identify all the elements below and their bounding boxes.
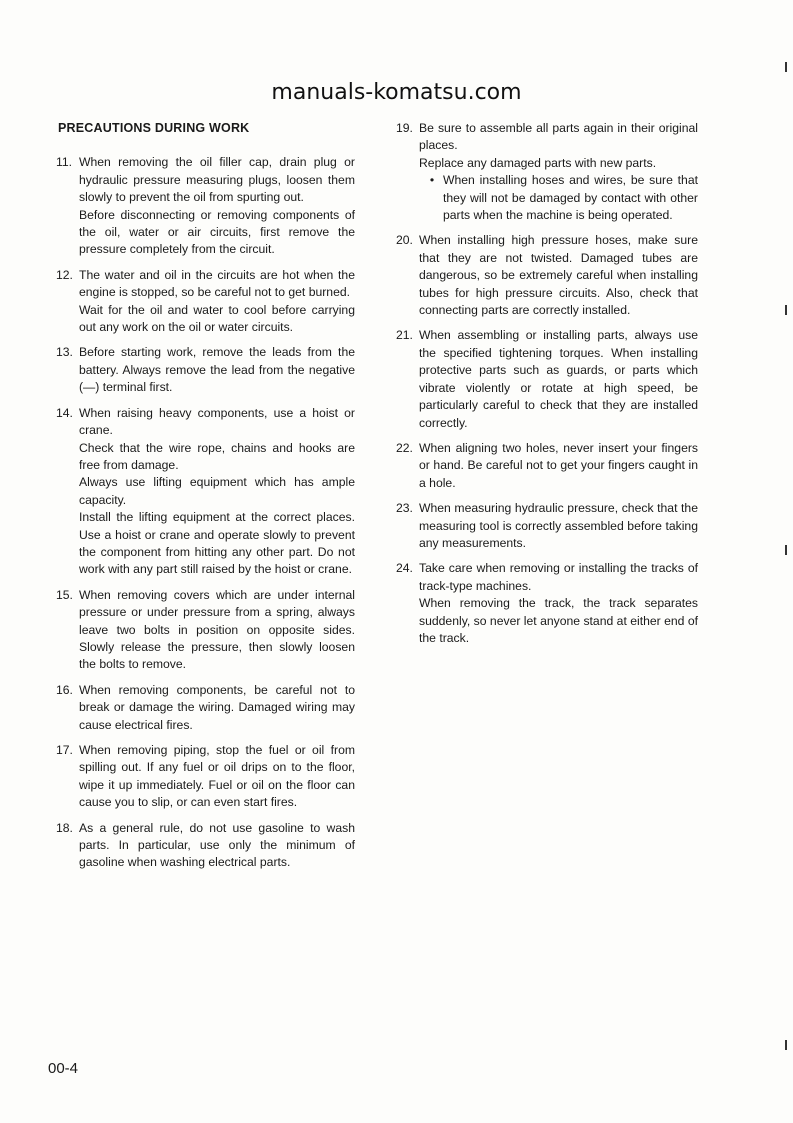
item-number: 18.	[56, 820, 73, 835]
scan-edge-mark	[785, 305, 787, 315]
item-text: When raising heavy components, use a hoist or crane.	[79, 405, 355, 438]
list-item	[56, 267, 355, 337]
item-text: Replace any damaged parts with new parts.	[419, 155, 657, 170]
page-number: 00-4	[48, 1060, 79, 1077]
section-title: PRECAUTIONS DURING WORK	[58, 121, 250, 135]
item-number: 19.	[396, 121, 413, 135]
right-column	[396, 120, 698, 655]
item-text: When assembling or installing parts, always use the specified tightening torques. When installing protective parts such as guards, or parts which vibrate violently or rotate at high speed, be particularly careful to check that they are installed correctly.	[419, 328, 698, 430]
item-text: As a general rule, do not use gasoline to wash parts. In particular, use only the minimum of gasoline when washing electrical parts.	[79, 820, 355, 870]
item-number: 12.	[56, 267, 73, 282]
bullet-text: When installing hoses and wires, be sure that they will not be damaged by contact with other parts when the machine is being operated.	[443, 173, 698, 223]
item-text: When measuring hydraulic pressure, check that the measuring tool is correctly assembled before taking any measurements.	[419, 501, 698, 550]
list-item	[56, 587, 355, 674]
list-item	[396, 120, 698, 224]
item-text: When removing components, be careful not to break or damage the wiring. Damaged wiring may cause electrical fires.	[79, 682, 355, 732]
list-item	[56, 742, 355, 812]
item-number: 17.	[56, 743, 73, 757]
item-number: 16.	[56, 682, 73, 697]
item-number: 24.	[396, 561, 413, 576]
list-item	[56, 154, 355, 258]
scan-edge-mark	[785, 545, 787, 555]
list-item	[396, 232, 698, 319]
bullet-item	[421, 172, 698, 224]
item-number: 11.	[56, 155, 73, 170]
item-text: Install the lifting equipment at the correct places. Use a hoist or crane and operate slowly to prevent the component from hitting any other part. Do not work with any part still raised by the hoist or crane.	[79, 510, 355, 577]
scan-edge-mark	[785, 1040, 787, 1050]
list-item	[56, 682, 355, 734]
item-text: Wait for the oil and water to cool before carrying out any work on the oil or water circuits.	[79, 302, 355, 335]
list-item	[396, 500, 698, 552]
item-text: When removing piping, stop the fuel or oil from spilling out. If any fuel or oil drips on to the floor, wipe it up immediately. Fuel or oil on the floor can cause you to slip, or can even start fires.	[79, 743, 355, 810]
item-text: Be sure to assemble all parts again in their original places.	[419, 121, 698, 153]
watermark: manuals-komatsu.com	[271, 80, 522, 105]
item-number: 23.	[396, 501, 413, 516]
item-text: The water and oil in the circuits are hot when the engine is stopped, so be careful not to get burned.	[79, 267, 355, 300]
item-number: 21.	[396, 328, 413, 343]
bullet-icon: •	[429, 173, 435, 188]
list-item	[396, 440, 698, 492]
list-item	[56, 344, 355, 396]
list-item	[396, 560, 698, 647]
item-number: 13.	[56, 345, 73, 360]
list-item	[56, 405, 355, 579]
item-text: When removing the oil filler cap, drain plug or hydraulic pressure measuring plugs, loosen them slowly to prevent the oil from spurting out.	[79, 155, 355, 205]
item-number: 14.	[56, 405, 73, 420]
scan-edge-mark	[785, 62, 787, 72]
item-text: When removing the track, the track separates suddenly, so never let anyone stand at either end of the track.	[419, 596, 698, 645]
item-text: Take care when removing or installing the tracks of track-type machines.	[419, 561, 698, 593]
item-text: When aligning two holes, never insert your fingers or hand. Be careful not to get your fingers caught in a hole.	[419, 440, 698, 490]
left-column	[56, 120, 355, 880]
item-text: When installing high pressure hoses, make sure that they are not twisted. Damaged tubes are dangerous, so be extremely careful when installing tubes for high pressure circuits. Also, check that connecting parts are correctly installed.	[419, 233, 698, 318]
item-text: Always use lifting equipment which has ample capacity.	[79, 475, 355, 507]
item-text: Check that the wire rope, chains and hooks are free from damage.	[79, 440, 355, 472]
item-text: Before starting work, remove the leads from the battery. Always remove the lead from the negative (—) terminal first.	[79, 345, 355, 395]
list-item	[56, 820, 355, 872]
item-number: 22.	[396, 440, 413, 455]
item-number: 15.	[56, 587, 73, 602]
list-item	[396, 327, 698, 431]
item-number: 20.	[396, 233, 413, 248]
item-text: Before disconnecting or removing components of the oil, water or air circuits, first remove the pressure completely from the circuit.	[79, 207, 355, 257]
item-text: When removing covers which are under internal pressure or under pressure from a spring, always leave two bolts in position on opposite sides. Slowly release the pressure, then slowly loosen the bolts to remove.	[79, 587, 355, 672]
